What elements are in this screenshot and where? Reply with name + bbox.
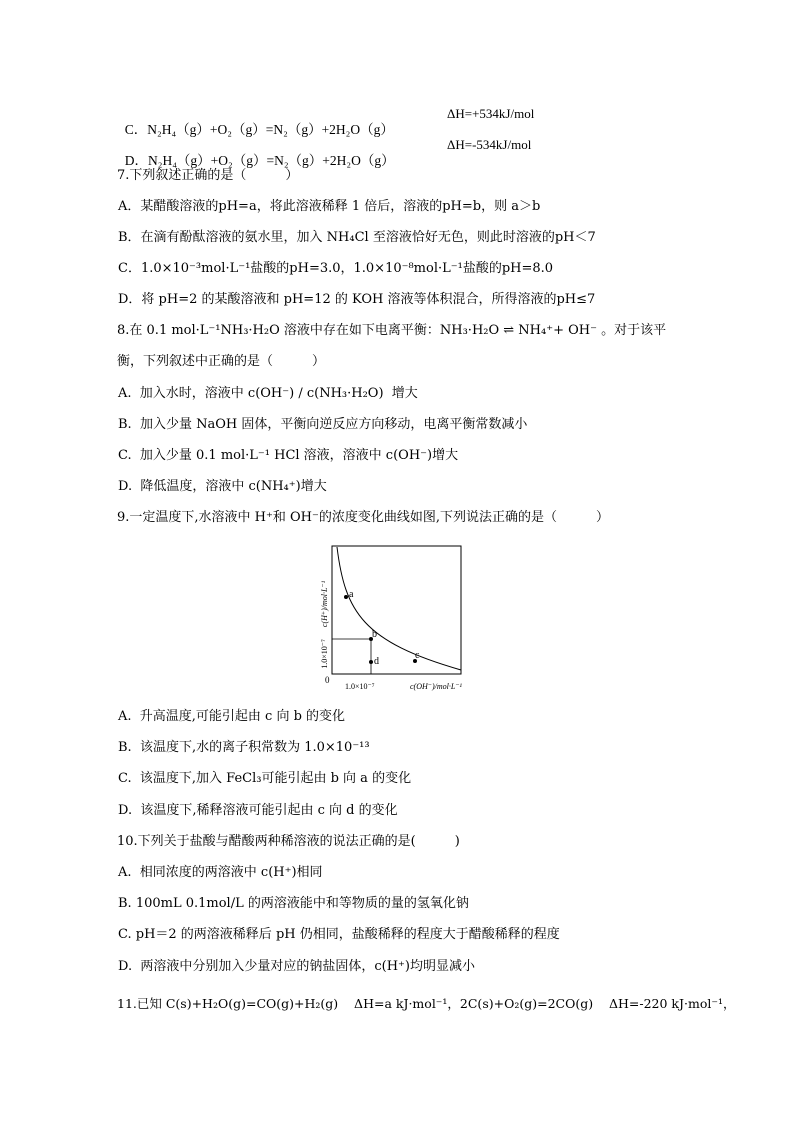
- q8-stem-line1: 8.在 0.1 mol·L⁻¹NH₃·H₂O 溶液中存在如下电离平衡：NH₃·H₂O ⇌ NH₄⁺+ OH⁻ 。对于该平: [117, 323, 667, 338]
- q6-option-c: [118, 106, 394, 138]
- point-a: [344, 595, 348, 599]
- point-a-label: a: [349, 589, 354, 600]
- q8-option-d: D. 降低温度，溶液中 c(NH₄⁺)增大: [118, 479, 327, 494]
- kw-curve: [337, 547, 461, 670]
- q6-option-c-enthalpy: ΔH=+534kJ/mol: [447, 106, 535, 121]
- q8-option-c: C. 加入少量 0.1 mol·L⁻¹ HCl 溶液，溶液中 c(OH⁻)增大: [118, 448, 459, 463]
- q9-option-c: C. 该温度下,加入 FeCl₃可能引起由 b 向 a 的变化: [118, 771, 412, 786]
- q8-option-a: A. 加入水时，溶液中 c(OH⁻) / c(NH₃·H₂O) 增大: [118, 386, 418, 401]
- x-axis-label: c(OH⁻)/mol·L⁻¹: [410, 682, 462, 691]
- ion-product-graph: [315, 542, 483, 692]
- x-tick-label: 1.0×10⁻⁷: [345, 682, 375, 691]
- q10-option-d: D. 两溶液中分别加入少量对应的钠盐固体，c(H⁺)均明显减小: [118, 959, 475, 974]
- q6-option-d: [118, 137, 395, 169]
- origin-label: 0: [325, 675, 330, 685]
- q10-option-a: A. 相同浓度的两溶液中 c(H⁺)相同: [118, 865, 323, 880]
- q6-option-d-formula: N₂H₄（g）+O₂（g）=N₂（g）+2H₂O（g）: [148, 153, 395, 168]
- q10-option-c: C. pH＝2 的两溶液稀释后 pH 仍相同，盐酸稀释的程度大于醋酸稀释的程度: [118, 927, 560, 942]
- q7-option-a: A．某醋酸溶液的pH=a，将此溶液稀释 1 倍后，溶液的pH=b，则 a＞b: [118, 199, 541, 214]
- q6-option-d-enthalpy: ΔH=-534kJ/mol: [447, 137, 532, 152]
- q9-option-b: B. 该温度下,水的离子积常数为 1.0×10⁻¹³: [118, 740, 370, 755]
- q7-option-b: B．在滴有酚酞溶液的氨水里，加入 NH₄Cl 至溶液恰好无色，则此时溶液的pH＜7: [118, 230, 596, 245]
- q6-option-c-label: C．: [124, 122, 148, 137]
- q10-option-b: B. 100mL 0.1mol/L 的两溶液能中和等物质的量的氢氧化钠: [118, 896, 469, 911]
- q7-option-c: C．1.0×10⁻³mol·L⁻¹盐酸的pH=3.0，1.0×10⁻⁸mol·L⁻¹盐酸的pH=8.0: [118, 261, 554, 276]
- point-c-label: c: [415, 650, 420, 661]
- q8-option-b: B. 加入少量 NaOH 固体，平衡向逆反应方向移动，电离平衡常数减小: [118, 417, 528, 432]
- q6-option-d-label: D．: [124, 153, 148, 168]
- plot-frame: [332, 546, 461, 674]
- q7-stem: 7.下列叙述正确的是（ ）: [117, 168, 299, 183]
- ion-product-figure: [315, 542, 483, 692]
- y-tick-label: 1.0×10⁻⁷: [320, 639, 329, 669]
- q9-stem: 9.一定温度下,水溶液中 H⁺和 OH⁻的浓度变化曲线如图,下列说法正确的是（ ）: [117, 510, 609, 525]
- q9-option-d: D. 该温度下,稀释溶液可能引起由 c 向 d 的变化: [118, 803, 398, 818]
- point-b-label: b: [372, 629, 377, 640]
- q9-option-a: A. 升高温度,可能引起由 c 向 b 的变化: [118, 709, 346, 724]
- q8-stem-line2: 衡，下列叙述中正确的是（ ）: [117, 354, 326, 369]
- point-d-label: d: [374, 656, 379, 667]
- q11-stem: 11.已知 C(s)+H₂O(g)=CO(g)+H₂(g) ΔH=a kJ·mol⁻¹，2C(s)+O₂(g)=2CO(g) ΔH=-220 kJ·mol⁻¹，: [117, 996, 736, 1011]
- point-d: [369, 660, 373, 664]
- y-axis-label: c(H⁺)/mol·L⁻¹: [320, 580, 329, 628]
- q7-option-d: D．将 pH=2 的某酸溶液和 pH=12 的 KOH 溶液等体积混合，所得溶液的pH≤7: [118, 292, 596, 307]
- q6-option-c-formula: N₂H₄（g）+O₂（g）=N₂（g）+2H₂O（g）: [147, 122, 394, 137]
- q10-stem: 10.下列关于盐酸与醋酸两种稀溶液的说法正确的是( ): [117, 834, 460, 849]
